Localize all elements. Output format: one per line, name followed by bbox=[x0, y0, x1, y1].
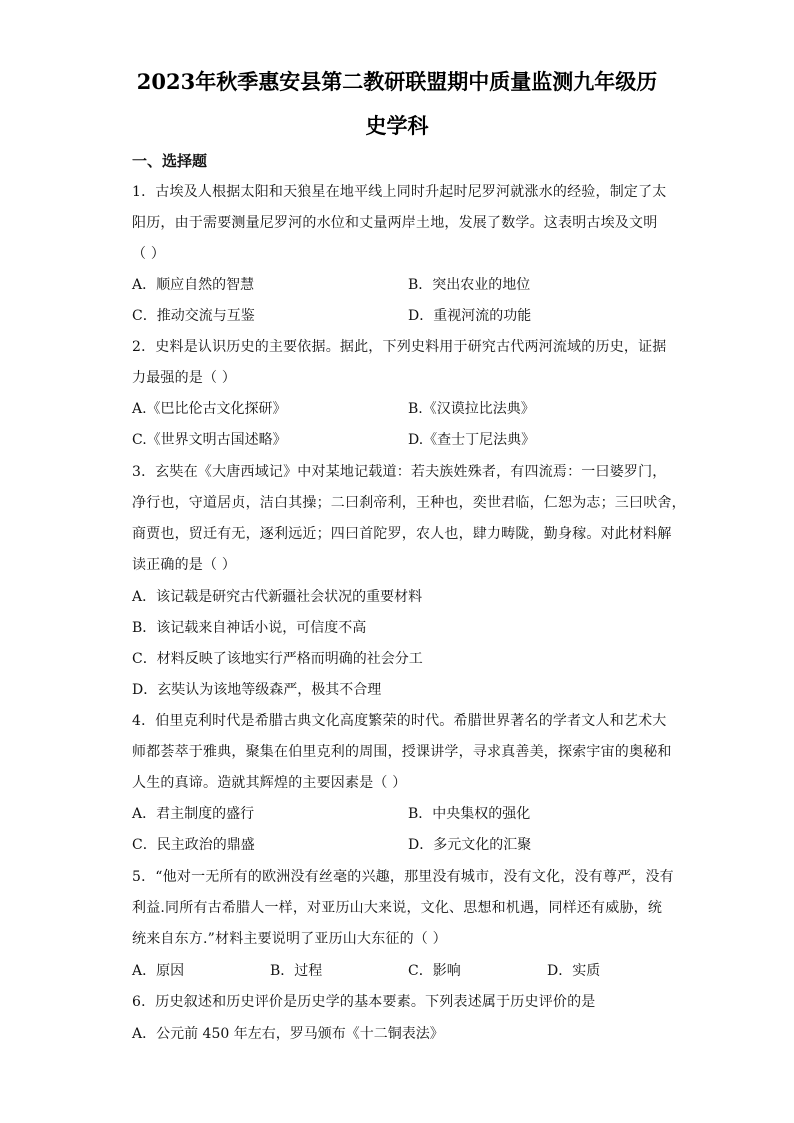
q4-option-a: A．君主制度的盛行 bbox=[132, 806, 255, 822]
q5-line: 5．“他对一无所有的欧洲没有丝毫的兴趣，那里没有城市，没有文化，没有尊严，没有 bbox=[132, 869, 674, 885]
q6-line: 6．历史叙述和历史评价是历史学的基本要素。下列表述属于历史评价的是 bbox=[132, 994, 596, 1010]
q1-option-a: A．顺应自然的智慧 bbox=[132, 277, 255, 293]
q1-option-b: B．突出农业的地位 bbox=[408, 277, 531, 293]
q3-line: 3．玄奘在《大唐西域记》中对某地记载道：若夫族姓殊者，有四流焉：一曰婆罗门， bbox=[132, 464, 667, 480]
q2-line: 2．史料是认识历史的主要依据。据此，下列史料用于研究古代两河流域的历史，证据 bbox=[132, 339, 667, 355]
q4-line: 4．伯里克利时代是希腊古典文化高度繁荣的时代。希腊世界著名的学者文人和艺术大 bbox=[132, 713, 667, 729]
q5-option-d: D．实质 bbox=[547, 963, 601, 979]
q2-option-a: A.《巴比伦古文化探研》 bbox=[132, 401, 287, 417]
q1-line: 1．古埃及人根据太阳和天狼星在地平线上同时升起时尼罗河就涨水的经验，制定了太 bbox=[132, 184, 667, 200]
exam-title-line1: 2023年秋季惠安县第二教研联盟期中质量监测九年级历 bbox=[136, 69, 658, 94]
q5-option-c: C．影响 bbox=[408, 963, 461, 979]
q3-line: 净行也，守道居贞，洁白其操；二曰刹帝利，王种也，奕世君临，仁恕为志；三曰吠舍， bbox=[132, 495, 686, 511]
q3-line: 商贾也，贸迁有无，逐利远近；四曰首陀罗，农人也，肆力畴陇，勤身稼。对此材料解 bbox=[132, 526, 672, 542]
q4-line: 师都荟萃于雅典，聚集在伯里克利的周围，授课讲学，寻求真善美，探索宇宙的奥秘和 bbox=[132, 744, 672, 760]
section-heading: 一、选择题 bbox=[132, 152, 208, 170]
q3-line: 读正确的是（ ） bbox=[132, 557, 237, 573]
q1-option-c: C．推动交流与互鉴 bbox=[132, 308, 255, 324]
q4-line: 人生的真谛。造就其辉煌的主要因素是（ ） bbox=[132, 775, 407, 791]
q3-option-d: D．玄奘认为该地等级森严，极其不合理 bbox=[132, 682, 382, 698]
q1-line: （ ） bbox=[132, 246, 166, 262]
q5-option-b: B．过程 bbox=[270, 963, 323, 979]
q3-option-b: B．该记载来自神话小说，可信度不高 bbox=[132, 620, 367, 636]
q2-option-c: C.《世界文明古国述略》 bbox=[132, 432, 287, 448]
exam-title-line2: 史学科 bbox=[365, 113, 429, 138]
q5-line: 利益.同所有古希腊人一样，对亚历山大来说，文化、思想和机遇，同样还有威胁，统 bbox=[132, 900, 663, 916]
q3-option-a: A．该记载是研究古代新疆社会状况的重要材料 bbox=[132, 589, 423, 605]
q2-option-b: B.《汉谟拉比法典》 bbox=[408, 401, 535, 417]
q2-option-d: D.《查士丁尼法典》 bbox=[408, 432, 536, 448]
q4-option-b: B．中央集权的强化 bbox=[408, 806, 531, 822]
q4-option-d: D．多元文化的汇聚 bbox=[408, 837, 532, 853]
q1-option-d: D．重视河流的功能 bbox=[408, 308, 532, 324]
q5-line: 统来自东方.”材料主要说明了亚历山大东征的（ ） bbox=[132, 931, 447, 947]
q5-option-a: A．原因 bbox=[132, 963, 185, 979]
q3-option-c: C．材料反映了该地实行严格而明确的社会分工 bbox=[132, 651, 423, 667]
q4-option-c: C．民主政治的鼎盛 bbox=[132, 837, 255, 853]
q2-line: 力最强的是（ ） bbox=[132, 370, 237, 386]
q6-option-a: A．公元前 450 年左右，罗马颁布《十二铜表法》 bbox=[132, 1026, 444, 1042]
q1-line: 阳历，由于需要测量尼罗河的水位和丈量两岸土地，发展了数学。这表明古埃及文明 bbox=[132, 215, 658, 231]
